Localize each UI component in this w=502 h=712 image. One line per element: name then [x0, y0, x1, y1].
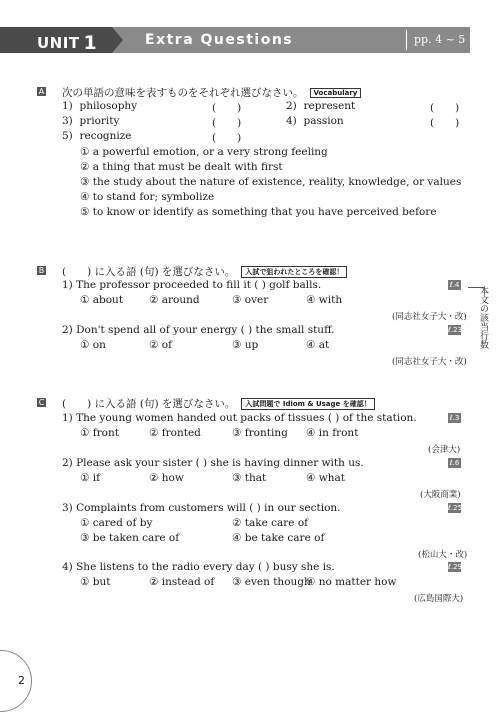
- answer-blank-3[interactable]: ( ): [212, 117, 242, 129]
- word-2: 2) represent: [286, 100, 356, 112]
- option-c1-2: ② fronted: [149, 427, 201, 439]
- option-c2-2: ② how: [149, 472, 184, 484]
- section-a-instruction: 次の単語の意味を表すものをそれぞれ選びなさい。 Vocabulary: [62, 85, 361, 100]
- vocabulary-tag: Vocabulary: [310, 88, 362, 98]
- definition-1: ① a powerful emotion, or a very strong feeling: [80, 146, 328, 158]
- question-c4: 4) She listens to the radio every day ( ) busy she is.: [62, 561, 335, 573]
- option-c3-2: ② take care of: [232, 517, 309, 529]
- option-b1-1: ① about: [80, 294, 124, 306]
- option-c2-3: ③ that: [232, 472, 267, 484]
- word-3: 3) priority: [62, 115, 120, 127]
- option-c3-3: ③ be taken care of: [80, 532, 180, 544]
- header-divider: [406, 30, 407, 50]
- definition-4: ④ to stand for; symbolize: [80, 191, 215, 203]
- question-c1: 1) The young women handed out packs of tissues ( ) of the station.: [62, 412, 417, 424]
- option-b2-2: ② of: [149, 339, 172, 351]
- line-ref-c3: ℓ.25: [448, 504, 463, 512]
- line-ref-c1: ℓ.3: [449, 414, 460, 422]
- line-ref-b1: ℓ.4: [449, 281, 460, 289]
- question-b2: 2) Don't spend all of your energy ( ) the small stuff.: [62, 324, 335, 336]
- page-corner-decoration: [0, 650, 32, 712]
- option-b2-3: ③ up: [232, 339, 259, 351]
- section-a-badge: A: [38, 87, 45, 96]
- section-c-badge: C: [38, 398, 45, 407]
- unit-header: [0, 27, 502, 53]
- definition-3: ③ the study about the nature of existence, reality, knowledge, or values: [80, 176, 462, 188]
- option-c2-4: ④ what: [306, 472, 345, 484]
- question-c3: 3) Complaints from customers will ( ) in our section.: [62, 502, 341, 514]
- source-c4: (広島国際大): [414, 594, 464, 604]
- option-b1-4: ④ with: [306, 294, 343, 306]
- option-c4-3: ③ even though: [232, 576, 311, 588]
- option-c3-4: ④ be take care of: [232, 532, 325, 544]
- option-b2-4: ④ at: [306, 339, 330, 351]
- page-number: 2: [18, 674, 25, 687]
- page-range: pp. 4 ~ 5: [414, 33, 466, 46]
- unit-label: UNIT 1: [37, 32, 98, 54]
- option-c4-2: ② instead of: [149, 576, 215, 588]
- source-b1: (同志社女子大・改): [392, 312, 467, 322]
- source-c3: (松山大・改): [418, 550, 468, 560]
- question-c2: 2) Please ask your sister ( ) she is having dinner with us.: [62, 457, 364, 469]
- idiom-tag: 入試問題で Idiom & Usage を確認！: [241, 398, 374, 410]
- word-1: 1) philosophy: [62, 100, 138, 112]
- section-b-instruction: ( ) に入る語 (句) を選びなさい。 入試で狙われたところを確認！: [62, 264, 347, 279]
- section-c-instruction: ( ) に入る語 (句) を選びなさい。 入試問題で Idiom & Usage を確認！: [62, 396, 375, 411]
- section-b-badge: B: [38, 266, 45, 275]
- answer-blank-2[interactable]: ( ): [430, 102, 460, 114]
- option-c1-3: ③ fronting: [232, 427, 288, 439]
- option-c1-4: ④ in front: [306, 427, 359, 439]
- word-4: 4) passion: [286, 115, 344, 127]
- side-note: 本文の該当行数: [478, 286, 488, 349]
- option-b2-1: ① on: [80, 339, 106, 351]
- option-c2-1: ① if: [80, 472, 100, 484]
- exam-tag: 入試で狙われたところを確認！: [241, 266, 347, 278]
- definition-5: ⑤ to know or identify as something that you have perceived before: [80, 206, 437, 218]
- line-ref-c4: ℓ.29: [448, 563, 463, 571]
- source-c2: (大阪商業): [420, 490, 461, 500]
- source-b2: (同志社女子大・改): [392, 357, 467, 367]
- header-title: Extra Questions: [145, 32, 294, 48]
- answer-blank-4[interactable]: ( ): [430, 117, 460, 129]
- question-b1: 1) The professor proceeded to fill it ( ) golf balls.: [62, 279, 322, 291]
- option-c3-1: ① cared of by: [80, 517, 153, 529]
- option-b1-3: ③ over: [232, 294, 269, 306]
- option-b1-2: ② around: [149, 294, 200, 306]
- option-c4-1: ① but: [80, 576, 111, 588]
- answer-blank-5[interactable]: ( ): [212, 132, 242, 144]
- definition-2: ② a thing that must be dealt with first: [80, 161, 283, 173]
- option-c1-1: ① front: [80, 427, 119, 439]
- word-5: 5) recognize: [62, 130, 132, 142]
- line-ref-b2: ℓ.23: [448, 326, 463, 334]
- line-ref-c2: ℓ.6: [449, 459, 460, 467]
- option-c4-4: ④ no matter how: [306, 576, 397, 588]
- answer-blank-1[interactable]: ( ): [212, 102, 242, 114]
- source-c1: (会津大): [428, 445, 461, 455]
